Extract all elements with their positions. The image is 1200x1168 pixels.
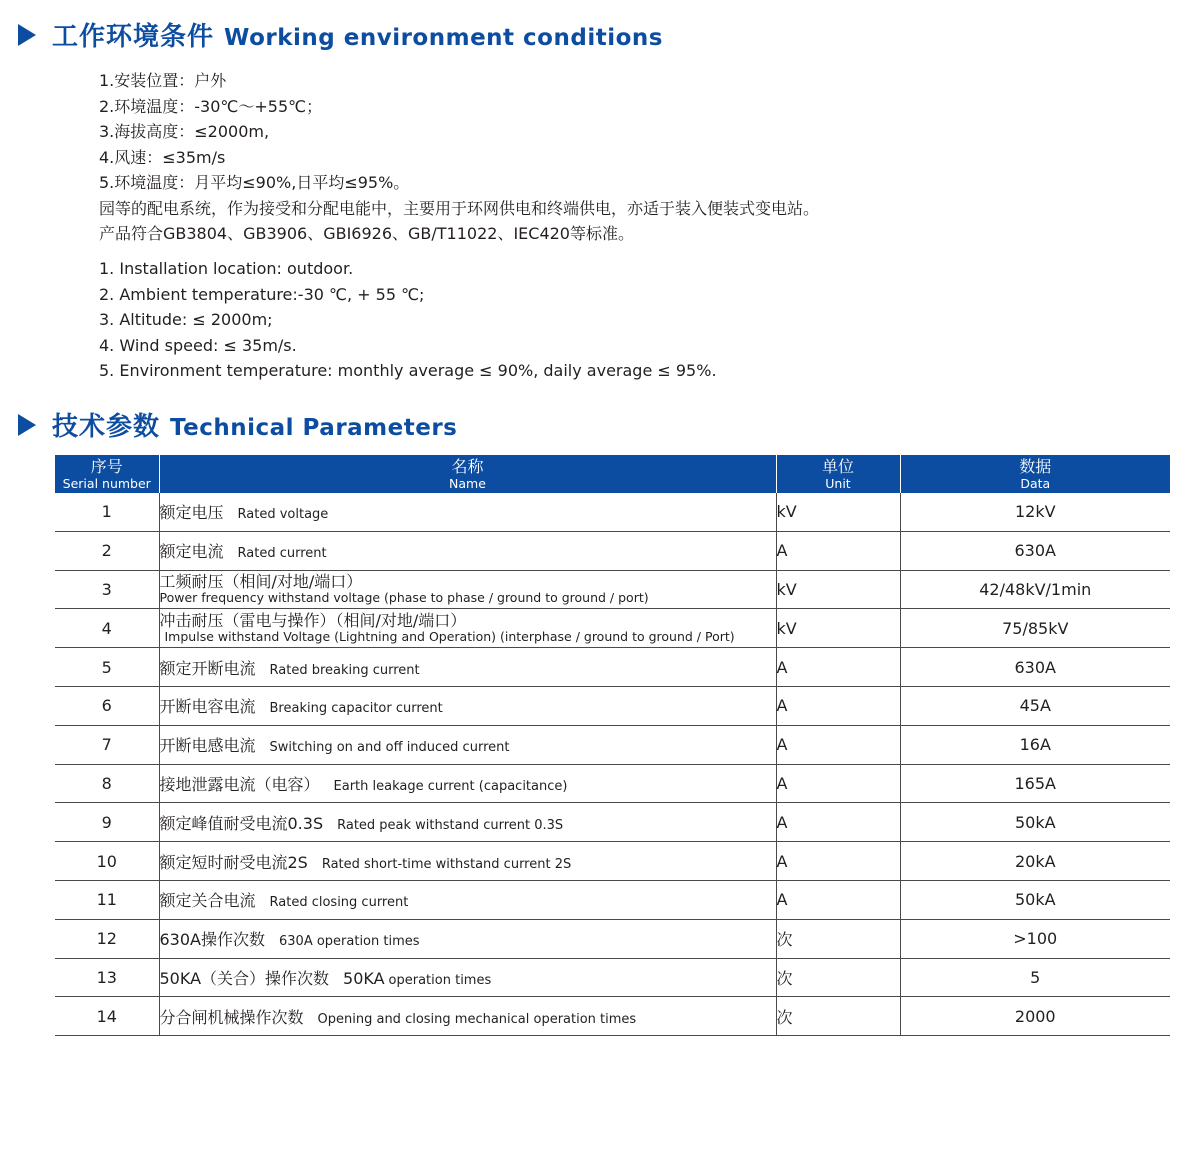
cell-name <box>159 493 776 531</box>
list-item: 4.风速：≤35m/s <box>99 147 226 167</box>
name-zh: 50KA（关合）操作次数 <box>159 968 330 988</box>
cell-name <box>159 609 776 648</box>
cell-serial: 9 <box>55 803 159 842</box>
header-data <box>900 455 1170 493</box>
cell-serial: 14 <box>55 997 159 1036</box>
triangle-right-icon <box>18 24 36 46</box>
header-label-en: Serial number <box>62 476 151 491</box>
cell-data: 50kA <box>900 880 1170 919</box>
cell-name <box>159 764 776 803</box>
list-item: 2.环境温度：-30℃～+55℃； <box>99 96 323 116</box>
cell-data: 5 <box>900 958 1170 997</box>
cell-data: >100 <box>900 919 1170 958</box>
cell-unit: A <box>776 686 900 725</box>
cell-serial: 10 <box>55 842 159 881</box>
section-title-zh: 技术参数 <box>52 412 161 442</box>
name-en: Opening and closing mechanical operation times <box>317 1011 637 1027</box>
cell-data: 20kA <box>900 842 1170 881</box>
cell-name <box>159 958 776 997</box>
cell-unit: kV <box>776 609 900 648</box>
table-row <box>55 997 1170 1036</box>
cell-unit: A <box>776 842 900 881</box>
name-zh: 分合闸机械操作次数 <box>159 1007 304 1027</box>
header-label-en: Data <box>1020 476 1051 491</box>
name-en-prefix: 50KA <box>343 968 385 988</box>
cell-serial: 4 <box>55 609 159 648</box>
name-zh: 额定关合电流 <box>159 891 256 911</box>
cell-data: 165A <box>900 764 1170 803</box>
cell-unit: 次 <box>776 997 900 1036</box>
name-zh: 冲击耐压（雷电与操作）（相间/对地/端口） <box>159 611 467 631</box>
list-item: 5.环境温度：月平均≤90%,日平均≤95%。 <box>99 173 410 192</box>
table-row <box>55 725 1170 764</box>
list-item: 1. Installation location: outdoor. <box>99 259 354 278</box>
cell-serial: 13 <box>55 958 159 997</box>
cell-name <box>159 880 776 919</box>
cell-unit: A <box>776 725 900 764</box>
cell-data: 45A <box>900 686 1170 725</box>
name-en: operation times <box>388 972 492 988</box>
table-row <box>55 609 1170 648</box>
cell-unit: A <box>776 764 900 803</box>
name-zh: 开断电容电流 <box>159 697 256 717</box>
list-item: 2. Ambient temperature:-30 ℃, + 55 ℃; <box>99 284 425 304</box>
cell-name <box>159 919 776 958</box>
cell-unit: A <box>776 531 900 570</box>
cell-unit: A <box>776 648 900 687</box>
list-item: 4. Wind speed: ≤ 35m/s. <box>99 335 297 355</box>
table-row <box>55 958 1170 997</box>
header-unit <box>776 455 900 493</box>
table-row <box>55 531 1170 570</box>
table-row <box>55 842 1170 881</box>
cell-name <box>159 648 776 687</box>
name-en: Rated short-time withstand current 2S <box>321 856 572 872</box>
cell-serial: 8 <box>55 764 159 803</box>
cell-data: 75/85kV <box>900 609 1170 648</box>
name-zh: 额定峰值耐受电流0.3S <box>159 813 324 833</box>
cell-name <box>159 570 776 609</box>
cell-serial: 5 <box>55 648 159 687</box>
name-en: 630A operation times <box>279 934 420 950</box>
cell-serial: 12 <box>55 919 159 958</box>
header-label-zh: 名称 <box>451 457 484 476</box>
name-zh: 工频耐压（相间/对地/端口） <box>159 572 363 592</box>
list-item: 1.安装位置：户外 <box>99 71 227 90</box>
cell-unit: A <box>776 803 900 842</box>
name-en: Breaking capacitor current <box>269 701 443 717</box>
name-en: Impulse withstand Voltage (Lightning and Operation) (interphase / ground to ground / Port) <box>164 629 735 645</box>
name-zh: 接地泄露电流（电容） <box>159 774 320 794</box>
list-item: 5. Environment temperature: monthly average ≤ 90%, daily average ≤ 95%. <box>99 361 717 380</box>
cell-unit: A <box>776 880 900 919</box>
cell-serial: 2 <box>55 531 159 570</box>
cell-name <box>159 531 776 570</box>
header-name <box>159 455 776 493</box>
cell-unit: kV <box>776 493 900 531</box>
technical-parameters-table <box>55 455 1170 1036</box>
name-en: Rated peak withstand current 0.3S <box>337 817 564 833</box>
name-en: Earth leakage current (capacitance) <box>333 778 568 794</box>
section-title-en: Technical Parameters <box>170 415 458 441</box>
name-zh: 额定电压 <box>159 503 224 523</box>
cell-unit: 次 <box>776 919 900 958</box>
list-item: 3. Altitude: ≤ 2000m; <box>99 310 273 329</box>
cell-name <box>159 842 776 881</box>
header-label-zh: 单位 <box>821 457 854 476</box>
table-row <box>55 648 1170 687</box>
header-serial-number <box>55 455 159 493</box>
name-en: Rated current <box>237 546 327 562</box>
table-row <box>55 919 1170 958</box>
cell-data: 2000 <box>900 997 1170 1036</box>
list-item: 3.海拔高度：≤2000m, <box>99 122 270 141</box>
name-zh: 开断电感电流 <box>159 736 256 756</box>
list-item: 产品符合GB3804、GB3906、GBI6926、GB/T11022、IEC420等标准。 <box>99 224 634 243</box>
cell-data: 16A <box>900 725 1170 764</box>
section-heading-working-conditions <box>18 16 663 53</box>
cell-serial: 11 <box>55 880 159 919</box>
table-row <box>55 686 1170 725</box>
cell-serial: 6 <box>55 686 159 725</box>
table-header-row <box>55 455 1170 493</box>
cell-name <box>159 686 776 725</box>
cell-name <box>159 803 776 842</box>
name-en: Rated voltage <box>237 507 329 523</box>
name-en: Rated closing current <box>269 895 409 911</box>
table-row <box>55 764 1170 803</box>
header-label-en: Unit <box>825 476 851 491</box>
section-heading-technical-parameters <box>18 406 457 443</box>
section-title-zh: 工作环境条件 <box>52 22 215 52</box>
name-en: Rated breaking current <box>269 662 420 678</box>
triangle-right-icon <box>18 414 36 436</box>
cell-data: 630A <box>900 648 1170 687</box>
working-conditions-zh-list <box>99 68 819 247</box>
table-row <box>55 880 1170 919</box>
cell-data: 12kV <box>900 493 1170 531</box>
working-conditions-en-list <box>99 256 717 384</box>
table-row <box>55 570 1170 609</box>
name-en: Switching on and off induced current <box>269 740 510 756</box>
section-title-en: Working environment conditions <box>224 25 663 51</box>
name-zh: 额定开断电流 <box>159 658 256 678</box>
name-zh: 额定短时耐受电流2S <box>159 852 308 872</box>
header-label-zh: 数据 <box>1019 457 1052 476</box>
name-zh: 额定电流 <box>159 542 224 562</box>
cell-data: 42/48kV/1min <box>900 570 1170 609</box>
table-row <box>55 493 1170 531</box>
name-en: Power frequency withstand voltage (phase to phase / ground to ground / port) <box>159 590 649 606</box>
list-item: 园等的配电系统，作为接受和分配电能中，主要用于环网供电和终端供电，亦适于装入便装式变电站。 <box>99 198 820 218</box>
table-row <box>55 803 1170 842</box>
header-label-en: Name <box>449 476 486 491</box>
cell-unit: kV <box>776 570 900 609</box>
header-label-zh: 序号 <box>90 457 123 476</box>
cell-serial: 1 <box>55 493 159 531</box>
cell-name <box>159 997 776 1036</box>
cell-unit: 次 <box>776 958 900 997</box>
cell-serial: 3 <box>55 570 159 609</box>
name-zh: 630A操作次数 <box>159 930 265 950</box>
cell-data: 50kA <box>900 803 1170 842</box>
cell-data: 630A <box>900 531 1170 570</box>
cell-name <box>159 725 776 764</box>
cell-serial: 7 <box>55 725 159 764</box>
